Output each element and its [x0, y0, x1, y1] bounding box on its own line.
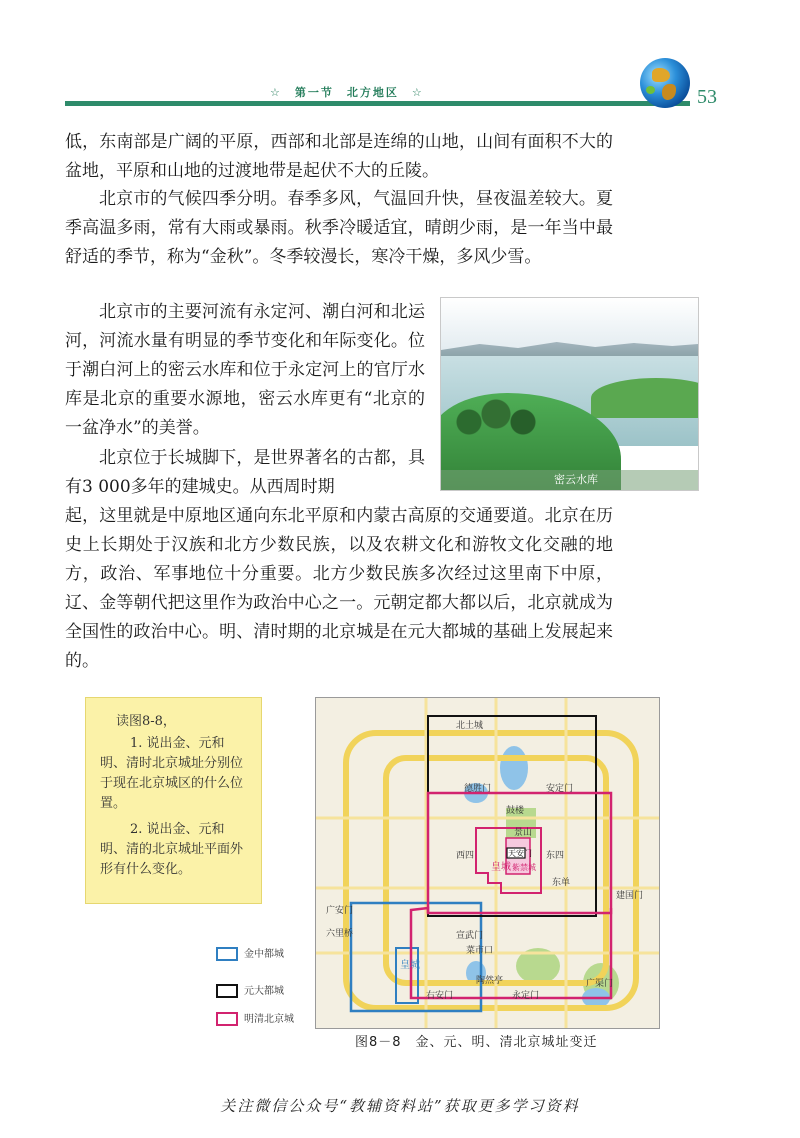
reading-question-box: [85, 697, 262, 904]
map-label-guangqumen: 广渠门: [586, 979, 614, 989]
legend-swatch-jin: [216, 947, 238, 961]
map-caption: 图8－8 金、元、明、清北京城址变迁: [355, 1035, 598, 1050]
map-label-gulou: 鼓楼: [506, 806, 525, 816]
map-label-jingshan: 景山: [514, 828, 533, 838]
footer-note: 关注微信公众号“教辅资料站”获取更多学习资料: [220, 1097, 580, 1115]
beijing-city-map: [315, 697, 660, 1029]
map-svg: [316, 698, 659, 1028]
legend-label-yuan: 元大都城: [244, 986, 284, 997]
question-2: 2. 说出金、元和明、清的北京城址平面外形有什么变化。: [100, 822, 244, 877]
map-label-imperial-city: 皇城: [491, 862, 511, 873]
map-label-jianguomen: 建国门: [616, 891, 644, 901]
paragraph-rivers: 北京市的主要河流有永定河、潮白河和北运河，河流水量有明显的季节变化和年际变化。位于潮白河上的密云水库和位于永定河上的官厅水库是北京的重要水源地，密云水库更有“北京的一盆净水”的美誉。: [65, 302, 425, 438]
map-label-forbidden-city: 紫禁城: [512, 863, 536, 872]
map-label-xisi: 西四: [456, 851, 475, 861]
globe-icon: [640, 58, 690, 108]
legend-item-mingqing: [216, 1010, 294, 1026]
paragraph-terrain: 低，东南部是广阔的平原，西部和北部是连绵的山地，山间有面积不大的盆地，平原和山地的过渡地带是起伏不大的丘陵。: [65, 132, 613, 181]
paragraph-climate: 北京市的气候四季分明。春季多风，气温回升快，昼夜温差较大。夏季高温多雨，常有大雨或暴雨。秋季冷暖适宜，晴朗少雨，是一年当中最舒适的季节，称为“金秋”。冬季较漫长，寒冷干燥，多风少雪。: [65, 189, 613, 267]
map-label-yongdingmen: 永定门: [512, 991, 540, 1001]
legend-label-mingqing: 明清北京城: [244, 1014, 294, 1025]
map-label-andingmen: 安定门: [546, 784, 574, 794]
question-title: 读图8-8，: [116, 714, 176, 729]
map-label-taoranting: 陶然亭: [476, 976, 504, 986]
map-label-beituncheng: 北土城: [456, 721, 484, 731]
map-label-tiananmen: 天安门: [508, 849, 532, 858]
chapter-title: ☆ 第一节 北方地区 ☆: [270, 86, 424, 99]
water-body: [500, 746, 528, 790]
map-label-liuliqiao: 六里桥: [326, 929, 354, 939]
miyun-reservoir-photo: [440, 297, 699, 491]
map-label-xuanwumen: 宣武门: [456, 931, 484, 941]
legend-label-jin: 金中都城: [244, 949, 284, 960]
header-rule: [65, 101, 690, 106]
question-1: 1. 说出金、元和明、清时北京城址分别位于现在北京城区的什么位置。: [100, 736, 244, 811]
map-label-dongdan: 东单: [552, 878, 571, 888]
paragraph-history-start: 北京位于长城脚下，是世界著名的古都，具有3 000多年的建城史。从西周时期: [65, 448, 425, 497]
legend-item-yuan: [216, 982, 284, 998]
photo-caption: 密云水库: [554, 473, 598, 486]
map-label-caishikou: 菜市口: [466, 946, 494, 956]
map-label-dongsi: 东四: [546, 851, 565, 861]
legend-swatch-yuan: [216, 984, 238, 998]
map-label-jin-palace: 皇城: [400, 960, 420, 971]
map-label-guanganmen: 广安门: [326, 906, 354, 916]
legend-swatch-mingqing: [216, 1012, 238, 1026]
paragraph-history-cont: 起，这里就是中原地区通向东北平原和内蒙古高原的交通要道。北京在历史上长期处于汉族和北方少数民族，以及农耕文化和游牧文化交融的地方，政治、军事地位十分重要。北方少数民族多次经过这里南下中原，辽、金等朝代把这里作为政治中心之一。元朝定都大都以后，北京就成为全国性的政治中心。明、清时期的北京城是在元大都城的基础上发展起来的。: [65, 506, 613, 671]
legend-item-jin: [216, 945, 284, 961]
map-label-deshengmen: 德胜门: [464, 784, 492, 794]
page-number: 53: [697, 86, 717, 108]
map-label-youanmen: 右安门: [426, 991, 454, 1001]
